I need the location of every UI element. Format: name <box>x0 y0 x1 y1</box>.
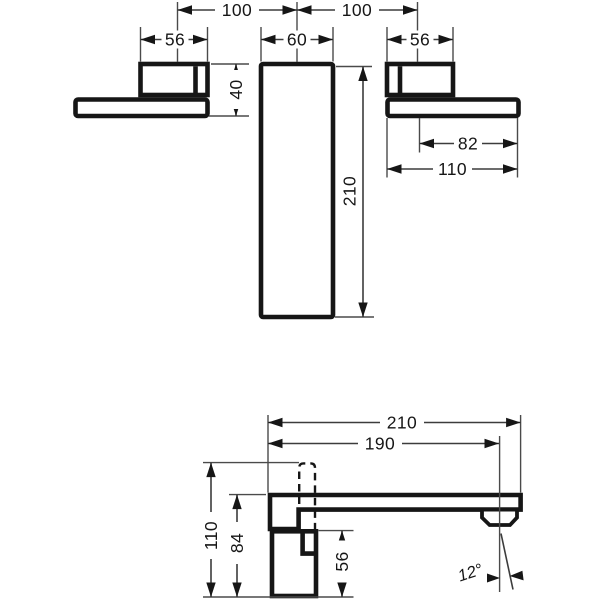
dim-label-spout-width: 60 <box>286 29 308 50</box>
dim-label-handle-reach-outer: 110 <box>437 159 468 179</box>
dim-label-left-handle-width: 56 <box>164 29 186 50</box>
dim-label-handle-length: 56 <box>332 551 352 572</box>
side-view <box>201 413 524 598</box>
dim-label-center-right: 100 <box>341 0 373 20</box>
dim-label-reach-total: 210 <box>386 412 418 433</box>
spray-direction-line <box>501 534 513 590</box>
dim-label-spout-length: 210 <box>339 175 360 207</box>
left-handle-lever <box>76 100 208 117</box>
front-view <box>76 0 519 317</box>
dim-label-height-spout: 84 <box>227 532 247 554</box>
spout-front-body <box>261 64 333 317</box>
dim-label-reach-aerator: 190 <box>364 433 396 454</box>
handle-side-body <box>272 531 316 596</box>
dim-label-handle-reach-inner: 82 <box>457 133 479 154</box>
right-handle-rosette <box>387 64 453 95</box>
dim-label-handle-height: 40 <box>226 79 246 100</box>
right-handle-lever <box>388 100 519 117</box>
dim-label-center-left: 100 <box>221 0 253 20</box>
spray-angle-indicator <box>487 534 524 590</box>
dim-label-height-total: 110 <box>201 520 221 551</box>
angle-arrowhead <box>487 574 500 583</box>
dim-label-spray-angle: 12° <box>455 560 485 586</box>
dim-label-right-handle-width: 56 <box>409 29 431 50</box>
angle-arrowhead <box>510 571 524 581</box>
